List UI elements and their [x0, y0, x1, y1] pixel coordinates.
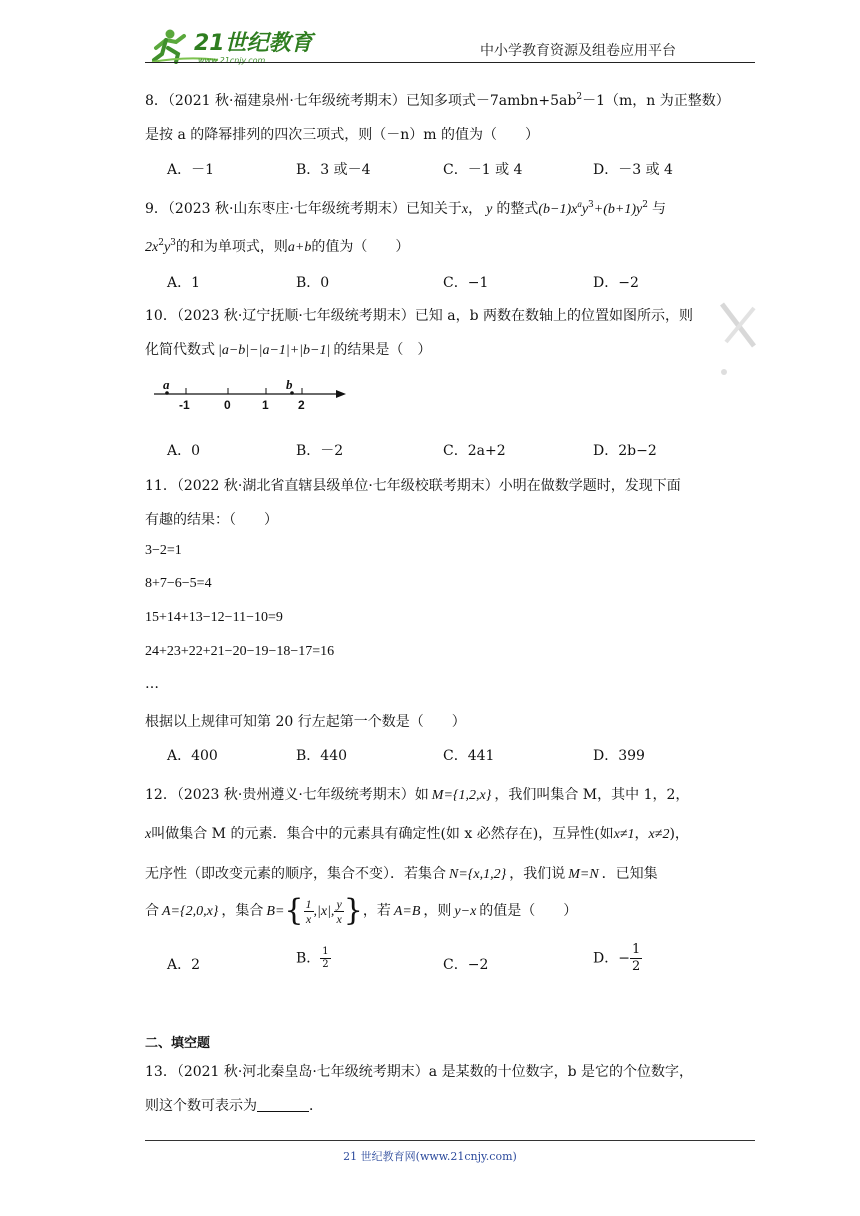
q11-stem-line3: 根据以上规律可知第 20 行左起第一个数是（ ） — [145, 714, 466, 730]
q11-pattern-line-3: 15+14+13−12−11−10=9 — [145, 610, 283, 625]
q10-option-b: B．－2 — [296, 443, 344, 459]
q11-option-d: D．399 — [593, 748, 645, 764]
q10-option-c: C．2a+2 — [443, 443, 506, 459]
q10-stem-line1: 10．（2023 秋·辽宁抚顺·七年级统考期末）已知 a，b 两数在数轴上的位置如图所示，则 — [145, 308, 694, 324]
q10-option-a: A．0 — [167, 443, 201, 459]
q12-option-c: C．−2 — [443, 957, 489, 973]
q13-stem-line2: 则这个数可表示为 ． — [145, 1098, 323, 1114]
q11-option-b: B．440 — [296, 748, 348, 764]
q12-stem-line2: x叫做集合 M 的元素．集合中的元素具有确定性(如 x 必然存在)，互异性(如x≠1，x≠2)， — [145, 826, 689, 842]
q11-option-c: C．441 — [443, 748, 495, 764]
q11-pattern-line-1: 3−2=1 — [145, 543, 182, 558]
q10-stem-line2: 化简代数式 |a−b|−|a−1|+|b−1| 的结果是（ ） — [145, 342, 432, 358]
point-a-label: a — [163, 378, 170, 392]
tick-label-0: 0 — [224, 398, 231, 412]
watermark-mark-icon — [718, 300, 762, 380]
q12-stem-line1: 12．（2023 秋·贵州遵义·七年级统考期末）如 M={1,2,x} ，我们叫集合 M，其中 1，2， — [145, 787, 690, 803]
q11-pattern-line-2: 8+7−6−5=4 — [145, 576, 212, 591]
q8-option-a: A．－1 — [167, 162, 215, 178]
q8-stem-line2: 是按 a 的降幂排列的四次三项式，则（－n）m 的值为（ ） — [145, 127, 539, 143]
q8-stem-line1: 8．（2021 秋·福建泉州·七年级统考期末）已知多项式$-7ambn+5ab^2-1(m$，n 为正整数） — [145, 92, 730, 109]
q12-stem-line3: 无序性（即改变元素的顺序，集合不变）．若集合 N={x,1,2} ，我们说 M=N ．已知集 — [145, 866, 658, 882]
tick-label-neg1: -1 — [179, 398, 190, 412]
q12-frac-y-over-x: $\frac{y}{x}$ — [336, 896, 342, 926]
platform-title: 中小学教育资源及组卷应用平台 — [480, 43, 676, 59]
q9-option-b: B．0 — [296, 275, 330, 291]
number-line-figure — [150, 378, 350, 414]
q11-stem-line1: 11．（2022 秋·湖北省直辖县级单位·七年级校联考期末）小明在做数学题时，发现下面 — [145, 478, 681, 494]
q9-option-c: C．−1 — [443, 275, 489, 291]
tick-label-1: 1 — [262, 398, 269, 412]
tick-label-2: 2 — [298, 398, 305, 412]
q12-option-a: A．2 — [167, 957, 201, 973]
q13-stem-line1: 13．（2021 秋·河北秦皇岛·七年级统考期末）a 是某数的十位数字，b 是它的个位数字， — [145, 1064, 694, 1080]
q13-answer-blank[interactable] — [257, 1097, 309, 1112]
q9-option-d: D．−2 — [593, 275, 639, 291]
q12-option-b: B． $\frac{1}{2}$ — [296, 946, 329, 970]
runner-logo-icon — [148, 26, 338, 66]
q8-option-d: D．－3 或 4 — [593, 162, 673, 178]
q12-option-d: D．− $\frac{1}{2}$ — [593, 942, 641, 974]
point-b-label: b — [286, 378, 293, 392]
site-logo — [148, 26, 338, 66]
q8-option-c: C．－1 或 4 — [443, 162, 523, 178]
q9-option-a: A．1 — [167, 275, 201, 291]
q10-option-d: D．2b−2 — [593, 443, 657, 459]
q11-option-a: A．400 — [167, 748, 218, 764]
section-title-fill-in: 二、填空题 — [145, 1036, 211, 1051]
footer-site-link[interactable]: 21 世纪教育网(www.21cnjy.com) — [343, 1150, 517, 1163]
q11-pattern-ellipsis: … — [145, 676, 159, 692]
q12-frac-1-over-x: $\frac{1}{x}$ — [305, 896, 312, 926]
q9-stem-line2: $2x^2y^3$的和为单项式，则a+b的值为（ ） — [145, 238, 410, 255]
footer-divider — [145, 1140, 755, 1141]
logo-url: www.21cnjy.com — [198, 56, 266, 65]
q12-stem-line4: 合 A={2,0,x} ，集合 B={ $\frac{1}{x}$ ,|x|, $\frac{y}{x}$ }，若 A=B ，则 y−x 的值是（ ） — [145, 893, 578, 928]
q9-stem-line1: 9．（2023 秋·山东枣庄·七年级统考期末）已知关于x， y 的整式$(b-1)x^ay^3+(b+1)y^2$ 与 — [145, 199, 666, 217]
q8-option-b: B．3 或－4 — [296, 162, 371, 178]
header-divider — [145, 62, 755, 63]
q11-pattern-line-4: 24+23+22+21−20−19−18−17=16 — [145, 644, 335, 659]
logo-text: 21世纪教育 — [194, 31, 313, 56]
q11-stem-line2: 有趣的结果：（ ） — [145, 512, 278, 528]
